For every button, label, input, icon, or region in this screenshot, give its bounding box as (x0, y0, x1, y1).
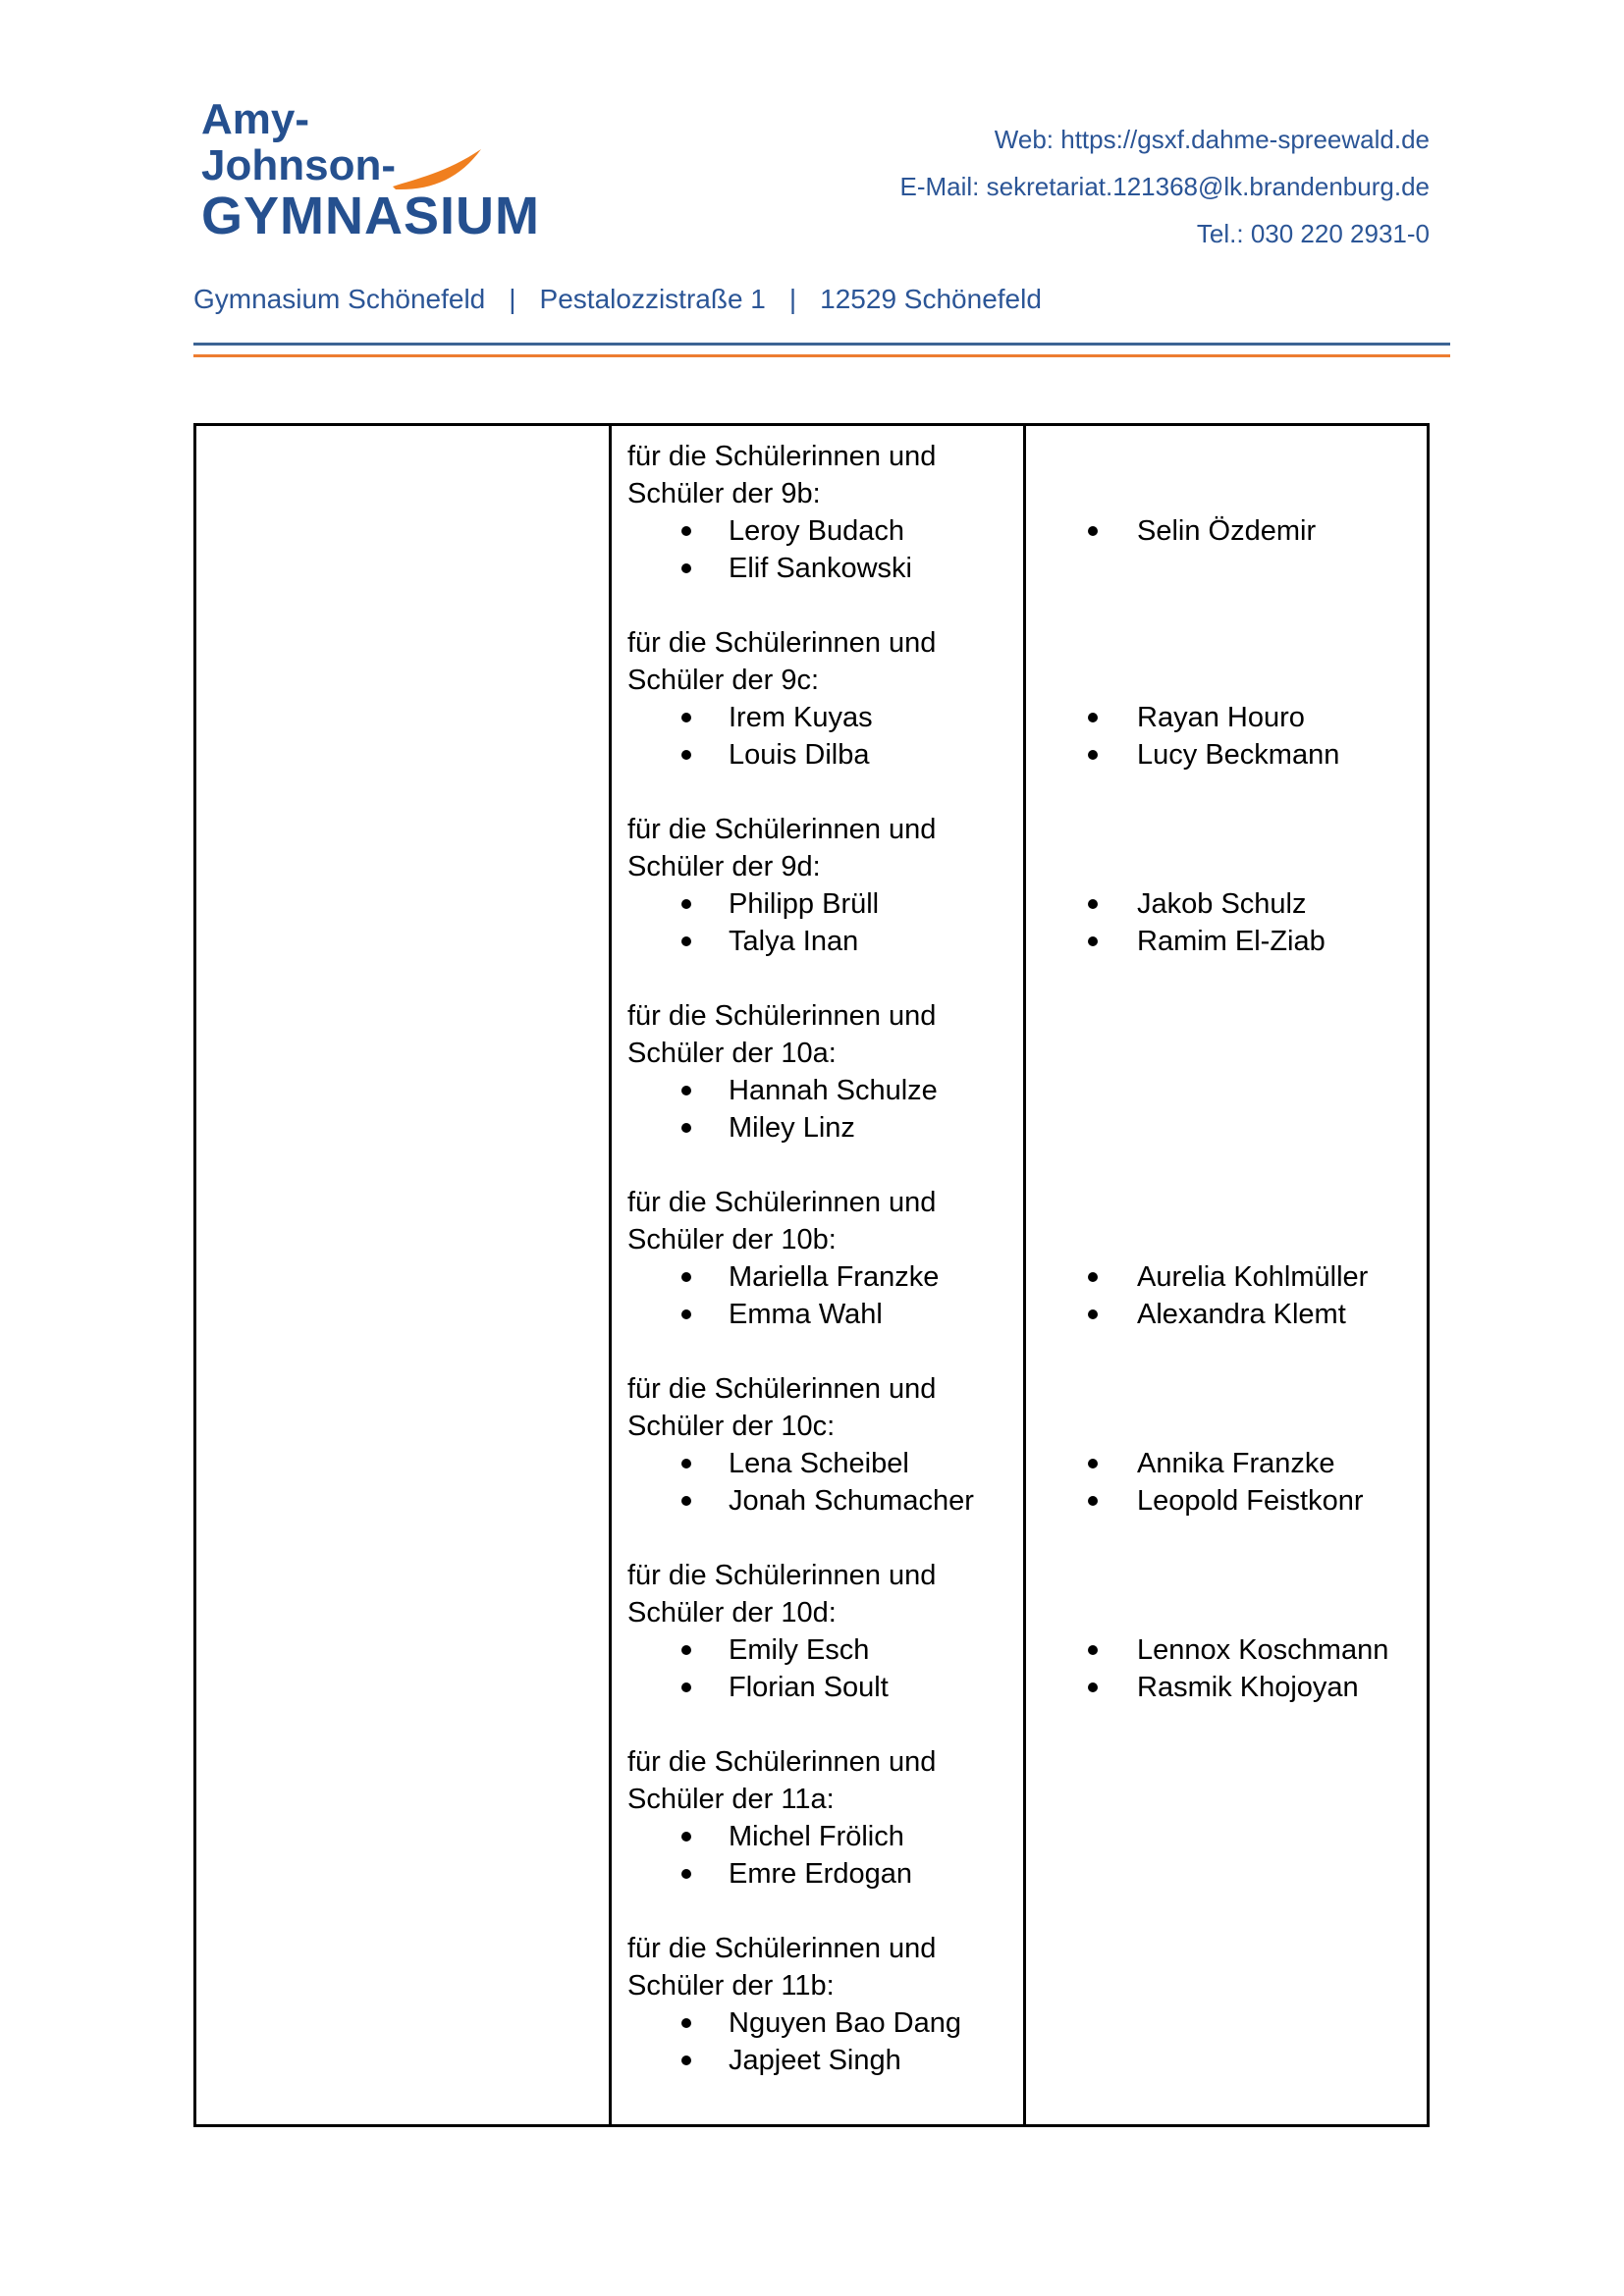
class-section-right-9b (1026, 438, 1427, 624)
student-row (627, 885, 1017, 923)
students-column (609, 426, 1023, 2124)
student-row (627, 1482, 1017, 1520)
contact-email: E-Mail: sekretariat.121368@lk.brandenburg.de (899, 172, 1430, 201)
bullet-icon (681, 1645, 691, 1655)
class-section-10d (627, 1557, 1017, 1743)
section-header-line1: für die Schülerinnen und (627, 1000, 937, 1032)
student-row (1026, 1445, 1427, 1482)
class-section-10a (627, 997, 1017, 1184)
bullet-icon (681, 1832, 691, 1842)
student-row (627, 1296, 1017, 1333)
student-name: Lena Scheibel (729, 1447, 909, 1479)
bullet-icon (1088, 1645, 1098, 1655)
class-section-9b (627, 438, 1017, 624)
student-name: Florian Soult (729, 1671, 889, 1703)
section-header-line1: für die Schülerinnen und (627, 814, 937, 845)
bullet-icon (681, 1682, 691, 1692)
student-name: Talya Inan (729, 925, 859, 957)
section-header-line2: Schüler der 10a: (627, 1038, 837, 1069)
section-spacer (1026, 438, 1427, 512)
student-name: Leopold Feistkonr (1137, 1484, 1364, 1517)
bullet-icon (1088, 1496, 1098, 1506)
student-name: Rayan Houro (1137, 701, 1305, 733)
student-row (627, 550, 1017, 587)
section-spacer (1026, 1557, 1427, 1631)
right-students-column (1023, 426, 1427, 2124)
student-row (1026, 1296, 1427, 1333)
section-header-line2: Schüler der 9c: (627, 665, 820, 696)
student-name: Nguyen Bao Dang (729, 2006, 961, 2039)
bullet-icon (681, 2056, 691, 2065)
student-name: Hannah Schulze (729, 1074, 938, 1106)
address-school: Gymnasium Schönefeld (193, 284, 486, 314)
logo-line-1: Amy- (201, 95, 310, 143)
class-section-right-10a (1026, 997, 1427, 1184)
student-row (1026, 923, 1427, 960)
student-name: Philipp Brüll (729, 887, 880, 920)
student-row (627, 1109, 1017, 1147)
student-row (627, 699, 1017, 736)
rule-orange (193, 354, 1450, 357)
bullet-icon (1088, 1459, 1098, 1468)
student-name: Emre Erdogan (729, 1857, 912, 1890)
logo-line-2: Johnson- (201, 141, 396, 189)
bullet-icon (681, 1869, 691, 1879)
logo-line-3: GYMNASIUM (201, 187, 540, 245)
bullet-icon (1088, 1309, 1098, 1319)
bullet-icon (681, 563, 691, 573)
bullet-icon (1088, 1272, 1098, 1282)
contact-tel: Tel.: 030 220 2931-0 (1196, 219, 1430, 248)
section-spacer (1026, 997, 1427, 1072)
bullet-icon (681, 899, 691, 909)
student-row (1026, 736, 1427, 774)
section-header-line2: Schüler der 10d: (627, 1597, 837, 1629)
student-row (1026, 512, 1427, 550)
bullet-icon (681, 1123, 691, 1133)
bullet-icon (681, 1272, 691, 1282)
bullet-icon (681, 1496, 691, 1506)
class-section-10b (627, 1184, 1017, 1370)
student-name: Alexandra Klemt (1137, 1298, 1346, 1330)
student-row (627, 1072, 1017, 1109)
section-header-line1: für die Schülerinnen und (627, 1933, 937, 1964)
student-name: Elif Sankowski (729, 552, 912, 584)
student-name: Mariella Franzke (729, 1260, 940, 1293)
student-row (627, 512, 1017, 550)
section-spacer (1026, 1370, 1427, 1445)
student-row (627, 1818, 1017, 1855)
empty-column (196, 426, 609, 2124)
section-spacer (1026, 624, 1427, 699)
student-name: Louis Dilba (729, 738, 870, 771)
section-header-line2: Schüler der 10b: (627, 1224, 837, 1255)
student-row (627, 2004, 1017, 2042)
bullet-icon (681, 1086, 691, 1095)
student-name: Lucy Beckmann (1137, 738, 1340, 771)
section-header-line2: Schüler der 11a: (627, 1784, 835, 1815)
section-spacer (1026, 811, 1427, 885)
address-bar (193, 283, 1042, 316)
student-row (1026, 1669, 1427, 1706)
logo-swoosh-icon (391, 147, 485, 194)
section-header-line1: für die Schülerinnen und (627, 1746, 937, 1778)
section-header-line2: Schüler der 11b: (627, 1970, 835, 2002)
contact-block (900, 116, 1430, 257)
class-section-right-10b (1026, 1184, 1427, 1370)
student-name: Jonah Schumacher (729, 1484, 974, 1517)
address-separator-2: | (788, 284, 797, 314)
student-name: Ramim El-Ziab (1137, 925, 1326, 957)
section-header-line2: Schüler der 9b: (627, 478, 821, 509)
school-logo (201, 96, 540, 243)
student-name: Selin Özdemir (1137, 514, 1317, 547)
student-name: Irem Kuyas (729, 701, 873, 733)
bullet-icon (1088, 713, 1098, 722)
student-row (627, 1669, 1017, 1706)
address-separator-1: | (509, 284, 516, 314)
student-name: Jakob Schulz (1137, 887, 1307, 920)
contact-web: Web: https://gsxf.dahme-spreewald.de (994, 125, 1430, 154)
bullet-icon (681, 750, 691, 760)
student-row (627, 1855, 1017, 1893)
section-header-line1: für die Schülerinnen und (627, 441, 937, 472)
bullet-icon (681, 526, 691, 536)
section-header-line1: für die Schülerinnen und (627, 1373, 937, 1405)
student-row (627, 1631, 1017, 1669)
student-row (627, 2042, 1017, 2079)
section-header-line1: für die Schülerinnen und (627, 1560, 937, 1591)
student-name: Emma Wahl (729, 1298, 883, 1330)
class-section-right-9c (1026, 624, 1427, 811)
section-header-line1: für die Schülerinnen und (627, 1187, 937, 1218)
class-section-right-9d (1026, 811, 1427, 997)
address-city: 12529 Schönefeld (820, 284, 1042, 314)
student-row (1026, 1482, 1427, 1520)
bullet-icon (681, 713, 691, 722)
class-section-right-11b (1026, 1930, 1427, 2116)
student-name: Michel Frölich (729, 1820, 904, 1852)
student-row (1026, 1631, 1427, 1669)
section-header-line2: Schüler der 9d: (627, 851, 821, 882)
student-name: Annika Franzke (1137, 1447, 1335, 1479)
students-table (193, 423, 1430, 2127)
class-section-11a (627, 1743, 1017, 1930)
bullet-icon (681, 1459, 691, 1468)
student-row (1026, 699, 1427, 736)
class-section-right-10d (1026, 1557, 1427, 1743)
bullet-icon (1088, 1682, 1098, 1692)
bullet-icon (1088, 750, 1098, 760)
student-row (627, 736, 1017, 774)
student-row (627, 923, 1017, 960)
student-row (627, 1445, 1017, 1482)
student-name: Lennox Koschmann (1137, 1633, 1389, 1666)
bullet-icon (681, 936, 691, 946)
student-row (627, 1258, 1017, 1296)
class-section-10c (627, 1370, 1017, 1557)
class-section-11b (627, 1930, 1017, 2116)
class-section-right-10c (1026, 1370, 1427, 1557)
student-name: Miley Linz (729, 1111, 855, 1144)
student-name: Leroy Budach (729, 514, 904, 547)
student-row (1026, 1258, 1427, 1296)
bullet-icon (681, 1309, 691, 1319)
class-section-right-11a (1026, 1743, 1427, 1930)
bullet-icon (681, 2018, 691, 2028)
student-name: Japjeet Singh (729, 2044, 901, 2076)
address-street: Pestalozzistraße 1 (539, 284, 766, 314)
bullet-icon (1088, 526, 1098, 536)
section-spacer (1026, 1743, 1427, 1818)
student-name: Rasmik Khojoyan (1137, 1671, 1359, 1703)
rule-blue (193, 343, 1450, 346)
student-name: Emily Esch (729, 1633, 870, 1666)
class-section-9d (627, 811, 1017, 997)
section-spacer (1026, 1930, 1427, 2004)
bullet-icon (1088, 899, 1098, 909)
section-header-line1: für die Schülerinnen und (627, 627, 937, 659)
section-header-line2: Schüler der 10c: (627, 1411, 836, 1442)
student-name: Aurelia Kohlmüller (1137, 1260, 1369, 1293)
class-section-9c (627, 624, 1017, 811)
section-spacer (1026, 1184, 1427, 1258)
student-row (1026, 885, 1427, 923)
bullet-icon (1088, 936, 1098, 946)
